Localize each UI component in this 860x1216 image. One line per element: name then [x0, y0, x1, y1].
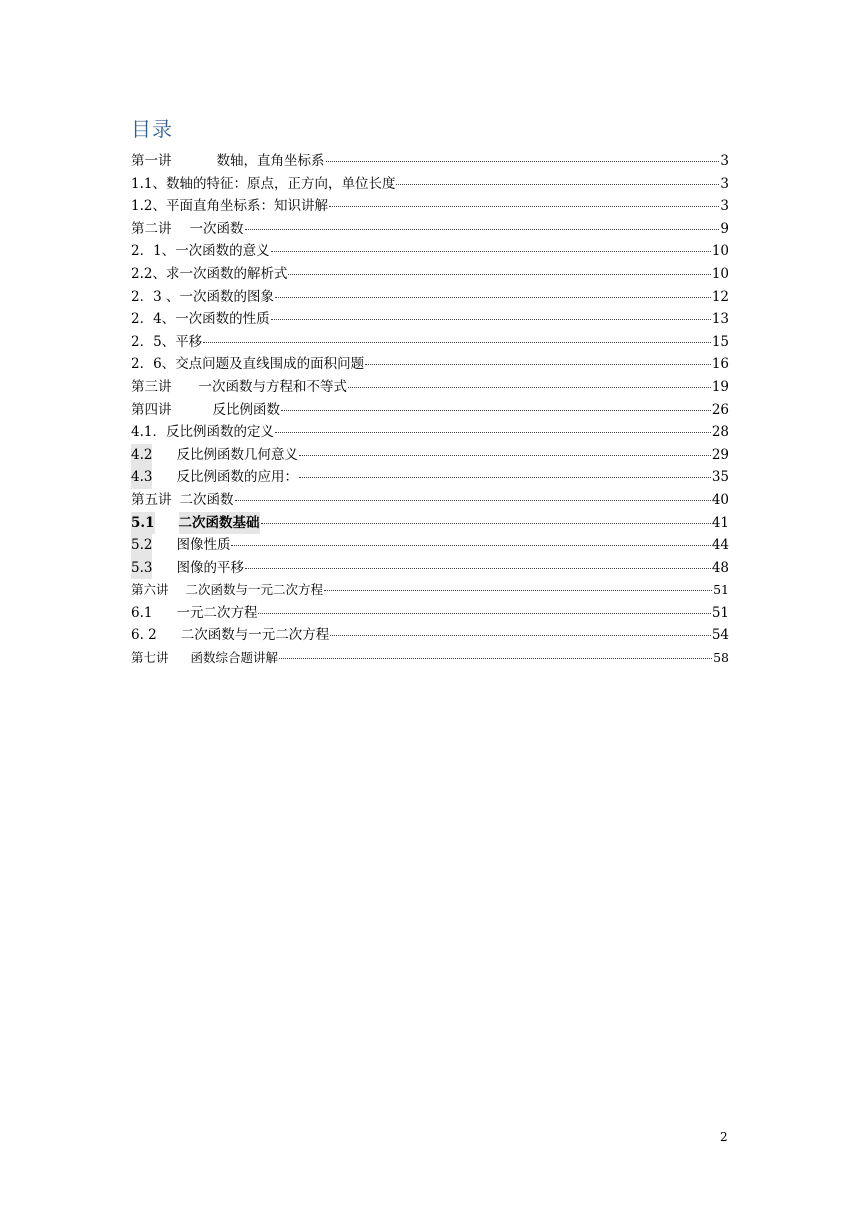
- toc-entry-page: 44: [711, 537, 729, 554]
- toc-entry-number: 6. 2: [131, 627, 157, 644]
- toc-entry-page: 10: [711, 265, 729, 282]
- toc-dot-leader: [203, 342, 711, 343]
- toc-entry-label: 数轴，直角坐标系: [216, 153, 325, 169]
- toc-entry-number: 4.3: [131, 466, 152, 489]
- toc-entry-page: 3: [720, 153, 729, 169]
- toc-dot-leader: [271, 319, 711, 320]
- toc-entry-page: 16: [711, 356, 729, 373]
- toc-dot-leader: [231, 545, 710, 546]
- toc-entry-page: 12: [711, 288, 729, 305]
- toc-entry-number: 第六讲: [131, 582, 169, 598]
- toc-entry-number: 2．3 、: [131, 288, 180, 305]
- toc-entry-number: 2．1、: [131, 243, 176, 260]
- toc-entry-number: 第一讲: [131, 153, 172, 169]
- toc-entry[interactable]: [131, 512, 729, 535]
- toc-entry[interactable]: [131, 602, 729, 625]
- toc-entry-page: 41: [711, 514, 729, 531]
- toc-entry[interactable]: [131, 331, 729, 354]
- toc-dot-leader: [261, 523, 711, 524]
- toc-entry-page: 13: [711, 311, 729, 328]
- toc-entry-number: 第二讲: [131, 220, 172, 237]
- toc-entry[interactable]: [131, 624, 729, 647]
- toc-entry-label: 平面直角坐标系：知识讲解: [165, 198, 328, 215]
- toc-entry-number: 5.2: [131, 534, 152, 557]
- toc-dot-leader: [326, 161, 720, 162]
- toc-dot-leader: [245, 568, 711, 569]
- toc-entry-number: 2．6、: [131, 356, 176, 373]
- toc-entry-number: 2．4、: [131, 311, 176, 328]
- toc-entry-label: 数轴的特征：原点，正方向，单位长度: [165, 175, 396, 192]
- toc-entry-page: 15: [711, 333, 729, 350]
- toc-entry-label: 一次函数: [189, 220, 244, 237]
- toc-dot-leader: [275, 432, 711, 433]
- toc-entry[interactable]: [131, 286, 729, 309]
- toc-entry-label: 一次函数的性质: [175, 311, 270, 328]
- toc-entry-label: 一次函数的意义: [175, 243, 270, 260]
- toc-entry-label: 二次函数与一元二次方程: [180, 627, 330, 644]
- toc-dot-leader: [281, 410, 711, 411]
- toc-entry[interactable]: [131, 534, 729, 557]
- toc-entry-number: 1.1、: [131, 175, 166, 192]
- toc-entry[interactable]: [131, 150, 729, 173]
- toc-dot-leader: [275, 297, 711, 298]
- toc-entry-label: 二次函数: [179, 491, 234, 508]
- toc-entry-label: 平移: [175, 333, 203, 350]
- toc-entry-label: 函数综合题讲解: [190, 650, 279, 666]
- toc-entry[interactable]: [131, 308, 729, 331]
- toc-entry-label: 反比例函数的定义: [165, 424, 274, 441]
- toc-dot-leader: [299, 477, 711, 478]
- toc-entry-page: 10: [711, 243, 729, 260]
- toc-entry-page: 51: [711, 604, 729, 621]
- toc-entry-page: 26: [711, 401, 729, 418]
- toc-entry-label: 一元二次方程: [176, 604, 258, 621]
- toc-entry-label: 一次函数的图象: [179, 288, 274, 305]
- toc-entry[interactable]: [131, 489, 729, 512]
- toc-entry[interactable]: [131, 376, 729, 399]
- toc-entry-label: 求一次函数的解析式: [165, 265, 288, 282]
- toc-dot-leader: [396, 184, 719, 185]
- toc-entry-number: 4.1．: [131, 424, 166, 441]
- toc-dot-leader: [324, 590, 712, 591]
- toc-entry-label: 反比例函数: [212, 401, 280, 418]
- toc-title: 目录: [131, 117, 173, 141]
- toc-entry[interactable]: [131, 647, 729, 670]
- toc-entry-page: 35: [711, 469, 729, 486]
- toc-entry-number: 1.2、: [131, 198, 166, 215]
- toc-entry-label: 一次函数与方程和不等式: [198, 378, 347, 395]
- toc-entry-label: 图像性质: [176, 537, 231, 554]
- toc-entry-number: 2．5、: [131, 333, 176, 350]
- toc-dot-leader: [235, 500, 711, 501]
- toc-entry[interactable]: [131, 466, 729, 489]
- toc-entry-label: 图像的平移: [176, 559, 244, 576]
- toc-entry-number: 第三讲: [131, 378, 172, 395]
- toc-dot-leader: [329, 206, 719, 207]
- page-number: 2: [720, 1130, 728, 1144]
- toc-dot-leader: [288, 274, 710, 275]
- table-of-contents: [131, 150, 729, 670]
- toc-entry-number: 2.2、: [131, 265, 166, 282]
- toc-entry[interactable]: [131, 173, 729, 196]
- toc-entry-number: 5.1: [131, 512, 155, 535]
- toc-entry[interactable]: [131, 195, 729, 218]
- toc-dot-leader: [299, 455, 711, 456]
- toc-entry-number: 6.1: [131, 604, 153, 621]
- toc-entry[interactable]: [131, 399, 729, 422]
- toc-entry-number: 第四讲: [131, 401, 172, 418]
- toc-entry-number: 5.3: [131, 557, 152, 580]
- toc-entry-number: 第七讲: [131, 650, 169, 666]
- toc-entry-page: 48: [711, 559, 729, 576]
- toc-entry[interactable]: [131, 557, 729, 580]
- toc-entry-label: 交点问题及直线围成的面积问题: [175, 356, 365, 373]
- toc-entry-page: 19: [711, 378, 729, 395]
- toc-dot-leader: [279, 658, 712, 659]
- toc-entry-number: 4.2: [131, 444, 152, 467]
- toc-entry-page: 29: [711, 446, 729, 463]
- toc-entry[interactable]: [131, 444, 729, 467]
- toc-entry-page: 9: [720, 220, 729, 237]
- toc-dot-leader: [330, 635, 711, 636]
- toc-entry-label: 二次函数基础: [179, 512, 260, 535]
- toc-entry[interactable]: [131, 579, 729, 602]
- toc-entry-label: 二次函数与一元二次方程: [185, 582, 324, 598]
- toc-entry-page: 3: [720, 198, 729, 215]
- toc-entry-label: 反比例函数的应用：: [176, 469, 298, 486]
- toc-entry-label: 反比例函数几何意义: [176, 446, 298, 463]
- toc-entry-page: 3: [720, 175, 729, 192]
- toc-dot-leader: [271, 251, 711, 252]
- toc-entry[interactable]: [131, 421, 729, 444]
- toc-entry[interactable]: [131, 353, 729, 376]
- toc-dot-leader: [245, 229, 720, 230]
- toc-entry-page: 51: [713, 582, 729, 598]
- toc-dot-leader: [348, 387, 711, 388]
- toc-entry-page: 58: [713, 650, 729, 666]
- toc-entry-number: 第五讲: [131, 491, 172, 508]
- toc-entry-page: 54: [711, 627, 729, 644]
- toc-entry-page: 40: [711, 491, 729, 508]
- toc-entry[interactable]: [131, 263, 729, 286]
- toc-entry[interactable]: [131, 218, 729, 241]
- toc-entry[interactable]: [131, 240, 729, 263]
- toc-entry-page: 28: [711, 424, 729, 441]
- toc-dot-leader: [365, 364, 711, 365]
- toc-dot-leader: [258, 613, 710, 614]
